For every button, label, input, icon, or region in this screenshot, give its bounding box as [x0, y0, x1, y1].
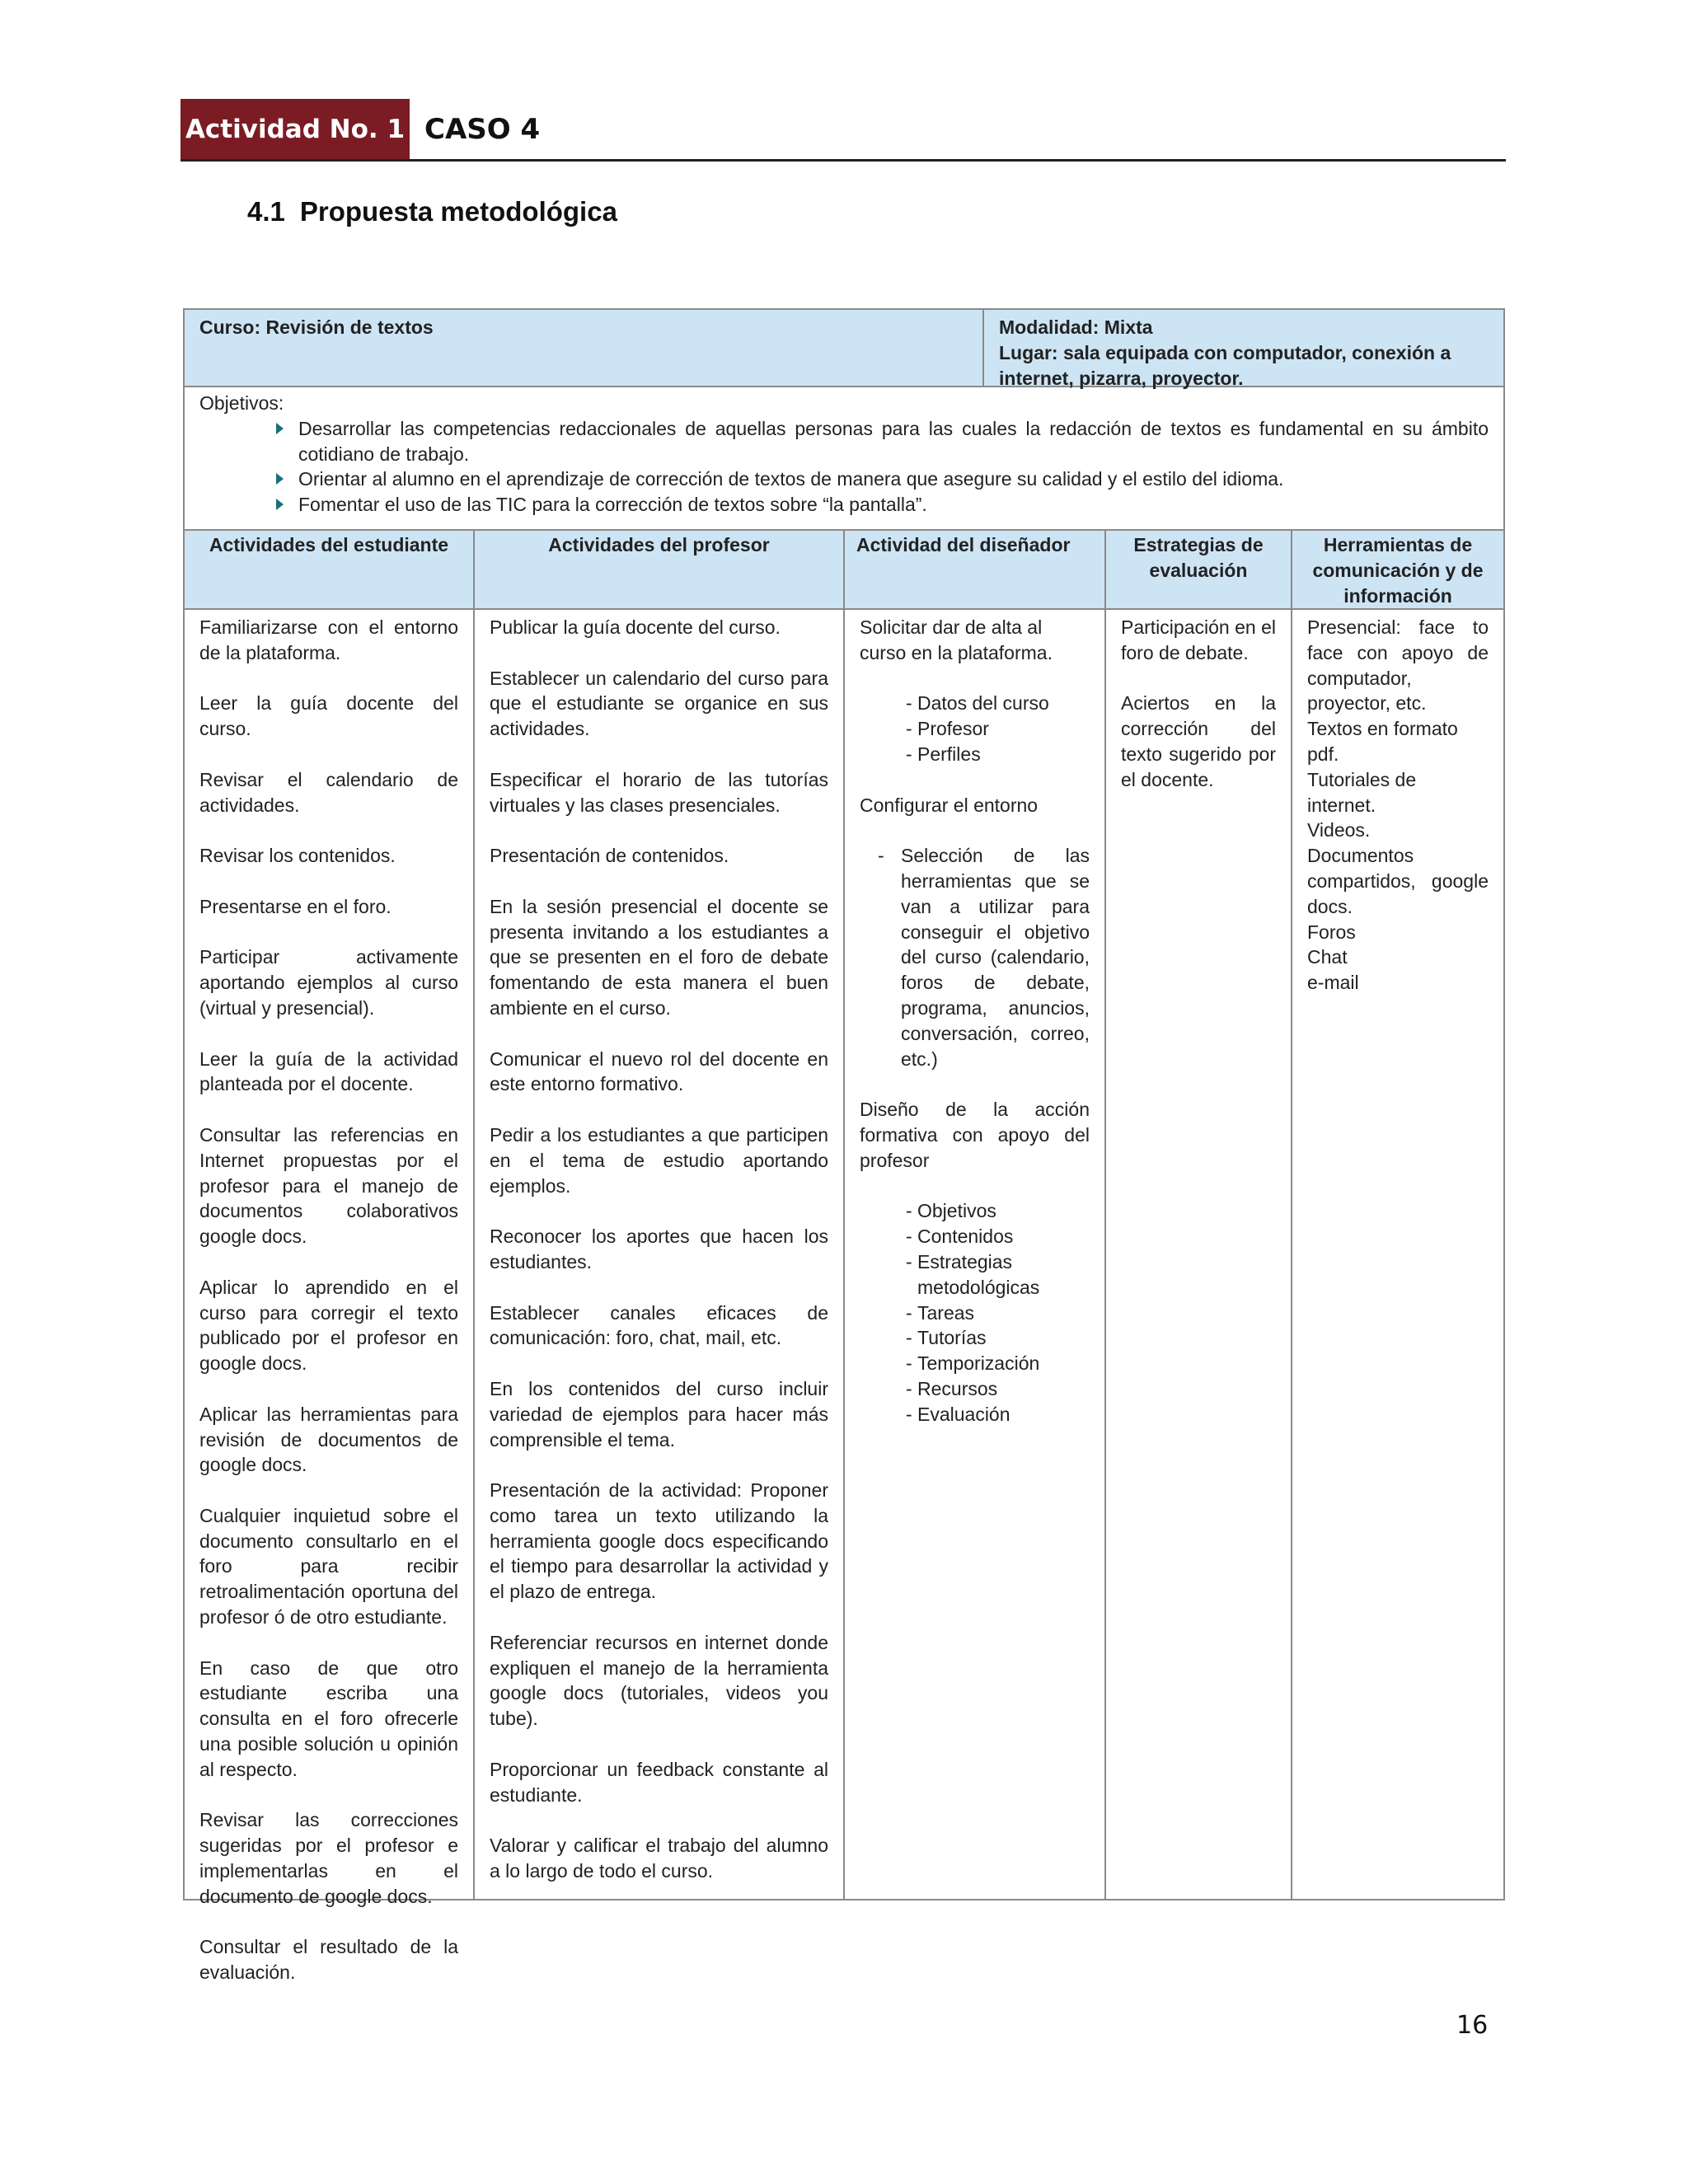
header-designer: Actividad del diseñador: [845, 531, 1106, 608]
header-teacher: Actividades del profesor: [475, 531, 845, 608]
header-tools: Herramientas de comunicación y de información: [1292, 531, 1503, 608]
student-item: Consultar las referencias en Internet propuestas por el profesor para el manejo de documentos colaborativos google docs.: [199, 1123, 458, 1248]
teacher-item: Pedir a los estudiantes a que participen en el tema de estudio aportando ejemplos.: [490, 1123, 828, 1197]
teacher-item: En la sesión presencial el docente se presenta invitando a los estudiantes a que se presenten en el foro de debate fomentando de esta manera el buen ambiente en el curso.: [490, 895, 828, 1019]
teacher-item: Publicar la guía docente del curso.: [490, 616, 781, 638]
designer-item: Configurar el entorno: [860, 794, 1039, 816]
section-number: 4.1: [247, 196, 285, 227]
designer-list-text: Profesor: [917, 718, 989, 740]
tools-item: Videos.: [1307, 819, 1371, 841]
objective-item: [199, 466, 1489, 492]
student-item: Cualquier inquietud sobre el documento consultarlo en el foro para recibir retroalimentación oportuna del profesor ó de otro estudiante.: [199, 1504, 458, 1629]
modality-cell: [984, 310, 1503, 389]
designer-list: [860, 1198, 1090, 1427]
designer-list-text: Estrategias metodológicas: [917, 1250, 1040, 1298]
designer-list-text: Objetivos: [917, 1200, 996, 1222]
bullet-triangle-icon: [199, 492, 298, 518]
evaluation-item: Participación en el foro de debate.: [1121, 616, 1276, 663]
section-title-text: Propuesta metodológica: [299, 196, 617, 227]
designer-sub-text: Selección de las herramientas que se van a utilizar para conseguir el objetivo del curso (calendario, foros de debate, programa, anuncios, conversación, correo, etc.): [901, 845, 1090, 1070]
tools-item: e-mail: [1307, 972, 1359, 994]
teacher-item: Establecer canales eficaces de comunicación: foro, chat, mail, etc.: [490, 1301, 828, 1349]
tools-item: Foros: [1307, 921, 1356, 943]
course-cell: Curso: Revisión de textos: [185, 310, 984, 386]
student-item: Leer la guía de la actividad planteada por el docente.: [199, 1047, 458, 1095]
header-evaluation: Estrategias de evaluación: [1106, 531, 1292, 608]
student-item: Aplicar las herramientas para revisión de documentos de google docs.: [199, 1403, 458, 1476]
designer-item: Diseño de la acción formativa con apoyo del profesor: [860, 1099, 1090, 1171]
designer-list-text: Tareas: [917, 1301, 975, 1324]
evaluation-item: Aciertos en la corrección del texto sugerido por el docente.: [1121, 692, 1276, 790]
objectives-cell: [185, 387, 1503, 529]
designer-item: Solicitar dar de alta al curso en la plataforma.: [860, 616, 1053, 663]
student-item: Participar activamente aportando ejemplos al curso (virtual y presencial).: [199, 946, 458, 1019]
objectives-list: [199, 416, 1489, 518]
designer-list-item: - Tareas: [860, 1301, 1090, 1326]
teacher-item: Presentación de contenidos.: [490, 845, 729, 867]
designer-list-text: Tutorías: [917, 1327, 987, 1349]
modality-text: Modalidad: Mixta: [999, 316, 1153, 338]
header-rule: [181, 159, 1506, 162]
student-item: Revisar las correcciones sugeridas por el profesor e implementarlas en el documento de google docs.: [199, 1809, 458, 1907]
teacher-item: En los contenidos del curso incluir variedad de ejemplos para hacer más comprensible el tema.: [490, 1377, 828, 1451]
student-item: Aplicar lo aprendido en el curso para corregir el texto publicado por el profesor en google docs.: [199, 1276, 458, 1375]
tools-item: Tutoriales de internet.: [1307, 768, 1417, 816]
tools-item: Textos en formato pdf.: [1307, 718, 1458, 765]
objective-text: Fomentar el uso de las TIC para la corrección de textos sobre “la pantalla”.: [298, 494, 927, 516]
teacher-item: Establecer un calendario del curso para que el estudiante se organice en sus actividades.: [490, 667, 828, 740]
section-title: [247, 196, 617, 227]
designer-list-item: - Recursos: [860, 1376, 1090, 1402]
objectives-row: [185, 387, 1503, 531]
designer-activities: [845, 610, 1106, 1899]
designer-list-item: - Tutorías: [860, 1325, 1090, 1351]
tools-item: Chat: [1307, 946, 1348, 968]
designer-list-text: Recursos: [917, 1377, 998, 1399]
designer-list-text: Evaluación: [917, 1403, 1010, 1425]
student-item: Presentarse en el foro.: [199, 895, 392, 917]
designer-list-text: Perfiles: [917, 743, 981, 765]
case-title: CASO 4: [424, 112, 541, 146]
methodology-table: [183, 308, 1505, 1984]
activities-row: [185, 610, 1503, 1984]
tools-text: Presencial: face to face con apoyo de computador, proyector, etc.: [1307, 616, 1489, 715]
evaluation-strategies: [1106, 610, 1292, 1899]
objective-item: [199, 492, 1489, 518]
designer-list-text: Contenidos: [917, 1226, 1014, 1248]
objective-text: Desarrollar las competencias redaccionales de aquellas personas para las cuales la redacción de textos es fundamental en su ámbito cotidiano de trabajo.: [298, 417, 1489, 465]
student-item: En caso de que otro estudiante escriba una consulta en el foro ofrecerle una posible solución u opinión al respecto.: [199, 1657, 458, 1780]
objective-text: Orientar al alumno en el aprendizaje de corrección de textos de manera que asegure su calidad y el estilo del idioma.: [298, 468, 1284, 490]
designer-list: [860, 691, 1090, 766]
teacher-item: Referenciar recursos en internet donde expliquen el manejo de la herramienta google docs (tutoriales, videos you tube).: [490, 1631, 828, 1730]
header-student: Actividades del estudiante: [185, 531, 475, 608]
student-item: Leer la guía docente del curso.: [199, 692, 458, 740]
designer-sub-item: - Selección de las herramientas que se van a utilizar para conseguir el objetivo del curso (calendario, foros de debate, programa, anuncios, conversación, correo, etc.): [860, 843, 1090, 1071]
communication-tools: [1292, 610, 1503, 1899]
designer-list-item: - Datos del curso: [860, 691, 1090, 716]
student-item: Revisar el calendario de actividades.: [199, 768, 458, 816]
bullet-triangle-icon: [199, 416, 298, 467]
teacher-item: Reconocer los aportes que hacen los estudiantes.: [490, 1226, 828, 1272]
teacher-item: Presentación de la actividad: Proponer como tarea un texto utilizando la herramienta google docs especificando el tiempo para desarrollar la actividad y el plazo de entrega.: [490, 1479, 828, 1603]
page-number: 16: [1456, 2011, 1489, 2040]
tools-item: Documentos compartidos, google docs.: [1307, 845, 1489, 917]
bullet-triangle-icon: [199, 466, 298, 492]
teacher-item: Valorar y calificar el trabajo del alumno a lo largo de todo el curso.: [490, 1835, 828, 1882]
designer-list-item: - Objetivos: [860, 1198, 1090, 1224]
designer-list-text: Temporización: [917, 1352, 1040, 1375]
place-text: Lugar: sala equipada con computador, conexión a internet, pizarra, proyector.: [999, 341, 1451, 389]
teacher-item: Especificar el horario de las tutorías virtuales y las clases presenciales.: [490, 768, 828, 816]
teacher-item: Comunicar el nuevo rol del docente en este entorno formativo.: [490, 1047, 828, 1095]
designer-list-item: - Perfiles: [860, 742, 1090, 767]
teacher-item: Proporcionar un feedback constante al estudiante.: [490, 1758, 828, 1806]
designer-list-item: - Estrategias metodológicas: [860, 1249, 1090, 1301]
student-item: Familiarizarse con el entorno de la plataforma.: [199, 616, 458, 663]
designer-list-item: - Contenidos: [860, 1224, 1090, 1249]
objective-item: [199, 416, 1489, 467]
course-info-row: [185, 310, 1503, 387]
designer-list-item: - Profesor: [860, 716, 1090, 742]
designer-list-item: - Temporización: [860, 1351, 1090, 1376]
student-activities: [185, 610, 475, 1984]
student-item: Revisar los contenidos.: [199, 845, 396, 867]
teacher-activities: [475, 610, 845, 1899]
designer-list-text: Datos del curso: [917, 692, 1049, 715]
designer-list-item: - Evaluación: [860, 1402, 1090, 1427]
student-item: Consultar el resultado de la evaluación.: [199, 1936, 458, 1984]
activity-tag: Actividad No. 1: [181, 99, 410, 159]
column-header-row: [185, 531, 1503, 610]
objectives-label: Objetivos:: [199, 392, 284, 414]
